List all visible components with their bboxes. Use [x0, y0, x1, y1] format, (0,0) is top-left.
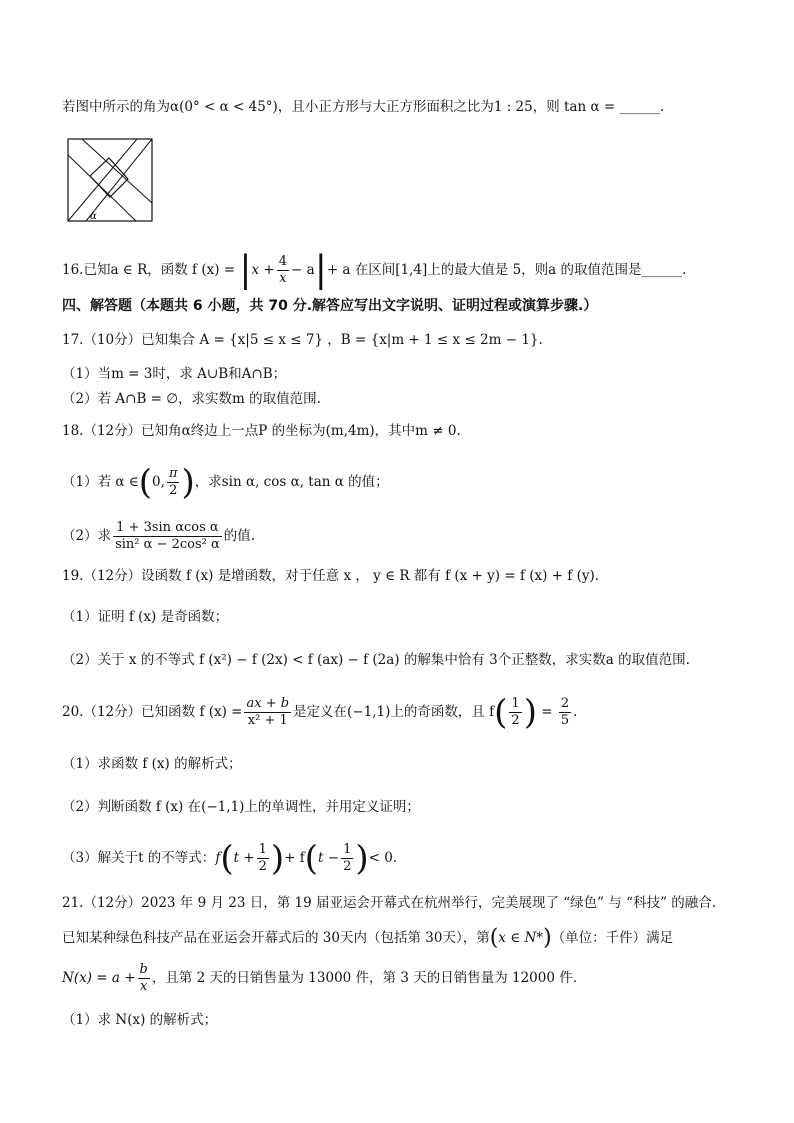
q18-p1-interval-left: 0, — [152, 474, 165, 490]
q20-p3-f1: f — [215, 850, 221, 866]
q16-suffix: + a 在区间[1,4]上的最大值是 5，则a 的取值范围是______. — [326, 262, 687, 278]
q16-line: 16.已知a ∈ R，函数 f (x) = |x + $\frac{4}{x}$ − a|+ a 在区间[1,4]上的最大值是 5，则a 的取值范围是______. — [62, 249, 687, 291]
q17-part1: （1）当m = 3时，求 A∪B和A∩B； — [62, 366, 287, 382]
q20-p3-half-den-1: 2 — [258, 859, 267, 874]
q19-part2: （2）关于 x 的不等式 f (x²) − f (2x) < f (ax) − f (2a) 的解集中恰有 3个正整数，求实数a 的取值范围. — [62, 652, 690, 668]
q21-line3-num: b — [139, 962, 148, 977]
q18-p2-prefix: （2）求 — [62, 528, 112, 544]
q17-part2: （2）若 A∩B = ∅，求实数m 的取值范围. — [62, 391, 321, 407]
q21-line2: 已知某种绿色科技产品在亚运会开幕式后的 30天内（包括第 30天），第(x ∈ N*)（单位：千件）满足 — [62, 925, 674, 951]
q16-abs-right: − a — [291, 262, 315, 278]
q20-stem-num: ax + b — [246, 696, 290, 711]
q21-line3-prefix: N(x) = a + — [62, 970, 136, 986]
q20-arg-den: 2 — [511, 713, 520, 728]
q19-stem: 19.（12分）设函数 f (x) 是增函数，对于任意 x ， y ∈ R 都有 f (x + y) = f (x) + f (y). — [62, 568, 600, 584]
square-figure — [66, 137, 156, 225]
q21-line3-den: x — [140, 979, 148, 994]
q18-part2 — [62, 516, 255, 556]
q20-p3-half-den-2: 2 — [343, 859, 352, 874]
q16-frac-den: x — [279, 271, 287, 286]
q21-line2-suffix: （单位：千件）满足 — [551, 930, 674, 946]
q15-tail-text: 若图中所示的角为α(0° < α < 45°)，且小正方形与大正方形面积之比为1 : 25，则 tan α = ______. — [62, 99, 665, 115]
q21-line2-x: x ∈ N* — [498, 930, 544, 946]
q18-p1-prefix: （1）若 α ∈ — [62, 474, 139, 490]
q16-abs-left: x + — [251, 262, 275, 278]
q18-part1: （1）若 α ∈(0, $\frac{\pi}{2}$ )，求sin α, cos α, tan α 的值； — [62, 462, 389, 503]
q20-p3-t1: t + — [233, 850, 255, 866]
q21-line2-prefix: 已知某种绿色科技产品在亚运会开幕式后的 30天内（包括第 30天），第 — [62, 930, 490, 946]
q20-arg-num: 1 — [511, 696, 520, 711]
q21-line3-suffix: ，且第 2 天的日销售量为 13000 件，第 3 天的日销售量为 12000 件. — [151, 970, 578, 986]
q20-stem-prefix: 20.（12分）已知函数 f (x) = — [62, 704, 243, 720]
q20-eq-den: 5 — [560, 713, 570, 728]
q20-stem: 20.（12分）已知函数 f (x) = $\frac{ax + b}{\text{x² + 1}}$ 是定义在(−1,1)上的奇函数，且 f( $\frac{1}{2}$ ) = $\frac{2}{5}$ . — [62, 692, 578, 733]
angle-label: α — [90, 211, 97, 222]
q20-eq-num: 2 — [560, 696, 570, 711]
q18-p2-suffix: 的值. — [223, 528, 256, 544]
q18-p1-frac-den: 2 — [169, 483, 178, 498]
q20-part3: （3）解关于t 的不等式：f(t + $\frac{1}{2}$ )+ f(t − $\frac{1}{2}$ )< 0. — [62, 838, 398, 879]
section-4-heading: 四、解答题（本题共 6 小题，共 70 分.解答应写出文字说明、证明过程或演算步骤.） — [62, 298, 598, 314]
q18-p2-num: 1 + 3sin αcos α — [113, 520, 222, 537]
q18-stem: 18.（12分）已知角α终边上一点P 的坐标为(m,4m)，其中m ≠ 0. — [62, 423, 461, 439]
q20-p3-half-num-2: 1 — [343, 842, 352, 857]
q20-p3-plus: + f — [284, 850, 305, 866]
q16-prefix: 16.已知a ∈ R，函数 f (x) = — [62, 262, 240, 278]
q20-stem-den: x² + 1 — [247, 713, 288, 728]
q20-part2: （2）判断函数 f (x) 在(−1,1)上的单调性，并用定义证明； — [62, 799, 420, 815]
q18-p1-suffix: ，求sin α, cos α, tan α 的值； — [194, 474, 389, 490]
q20-stem-mid: 是定义在(−1,1)上的奇函数，且 f — [293, 704, 495, 720]
q21-line3 — [62, 958, 577, 998]
q17-stem: 17.（10分）已知集合 A = {x|5 ≤ x ≤ 7} ，B = {x|m + 1 ≤ x ≤ 2m − 1}. — [62, 332, 543, 348]
q20-p3-t2: t − — [318, 850, 340, 866]
q19-part1: （1）证明 f (x) 是奇函数； — [62, 609, 229, 625]
q21-line1: 21.（12分）2023 年 9 月 23 日，第 19 届亚运会开幕式在杭州举行，完美展现了 “绿色” 与 “科技” 的融合. — [62, 895, 717, 911]
q20-p3-suffix: < 0. — [368, 850, 398, 866]
q20-p3-half-num-1: 1 — [258, 842, 267, 857]
q18-p1-frac-num: π — [168, 466, 178, 481]
q20-part1: （1）求函数 f (x) 的解析式； — [62, 756, 242, 772]
q16-frac-num: 4 — [278, 254, 288, 269]
q20-p3-prefix: （3）解关于t 的不等式： — [62, 850, 216, 866]
q18-p2-den: sin² α − 2cos² α — [115, 537, 220, 552]
q21-part1: （1）求 N(x) 的解析式； — [62, 1012, 218, 1028]
